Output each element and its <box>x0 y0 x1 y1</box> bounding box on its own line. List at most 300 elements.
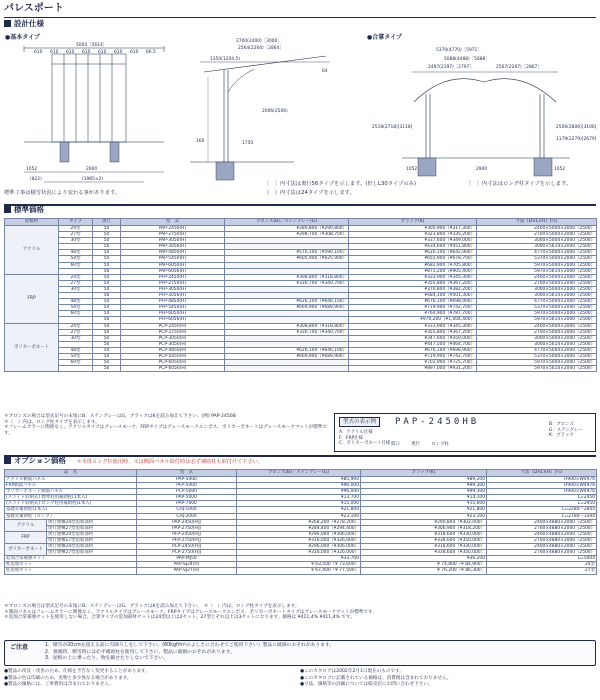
std-notes <box>4 414 334 437</box>
std-depth-cell: 56 <box>93 341 121 347</box>
std-model-cell: PAP-2750(H) <box>121 232 225 238</box>
opt-name-cell: アクリル側面パネル <box>5 477 137 483</box>
opt-size-cell: H900×W4976 <box>487 477 597 483</box>
std-size-cell: 3000×5614×2000（2500） <box>477 341 597 347</box>
std-black-price-cell: ¥655,900（¥678,700） <box>349 256 477 262</box>
std-type-cell: 24型 <box>59 274 93 280</box>
std-black-price-cell: ¥337,600（¥349,000） <box>349 238 477 244</box>
opt-size-cell: L=5004 <box>487 556 597 562</box>
basic-dim-pitch-5: 610 <box>98 50 107 55</box>
std-type-cell: 27型 <box>59 280 93 286</box>
std-depth-cell: 50 <box>93 238 121 244</box>
bottom-note-left-1: ●製品の改良・改善のため、仕様を予告なく変更することがあります。 <box>4 669 150 674</box>
basic-dim-end: 64 <box>322 69 328 74</box>
std-black-price-cell: ¥370,800（¥382,200） <box>349 286 477 292</box>
gassho-dim-half-left: 2497(2197)［2797］ <box>428 65 474 70</box>
opt-black-price-cell: ¥338,600（¥350,000） <box>361 550 487 556</box>
square-bullet-icon <box>4 20 11 27</box>
std-model-cell: PCP-3056(H) <box>121 341 225 347</box>
opt-size-cell: 2700×4880×2000（2500） <box>487 537 597 543</box>
opt-black-price-cell: ¥23,100 <box>361 513 487 519</box>
basic-type-label: ●基本タイプ <box>5 34 40 41</box>
std-size-cell: 4770×5004×2000（2500） <box>477 250 597 256</box>
std-depth-cell: 50 <box>93 256 121 262</box>
bottom-note-right-1: ●このカタログは2002年2月1日現在のものです。 <box>300 669 404 674</box>
std-size-cell: 2400×5004×2000（2500） <box>477 274 597 280</box>
opt-model-cell: PAP-5000 <box>137 477 237 483</box>
opt-size-cell: 2400×4880×2000（2500） <box>487 544 597 550</box>
opt-bronze-price-cell: ¥23,100 <box>237 513 361 519</box>
opt-size-cell: H900×W4976 <box>487 489 597 495</box>
opt-black-price-cell: ¥306,900（¥318,200） <box>361 525 487 531</box>
opt-name-cell: FRP側面パネル <box>5 483 137 489</box>
std-size-cell: 5970×5004×2000（2500） <box>477 360 597 366</box>
opt-name-cell: 奥行連棟27型追加部材 <box>47 537 137 543</box>
std-header-black: ブラック(K) <box>349 219 477 226</box>
opt-material-cell: FRP <box>5 531 47 543</box>
caution-line-3: 3．屋根の上に乗ったり、物を載せたりしないで下さい。 <box>45 656 168 662</box>
note-24-type: （ ）内寸法は24タイプを示します。 <box>264 190 355 196</box>
basic-dim-pitch-6: 610 <box>114 50 123 55</box>
bottom-note-right-2: ●このカタログに記載されている価格は、消費税は含まれておりません。 <box>300 675 452 681</box>
gassho-dim-height-2: 2506(2806)[3106] <box>556 125 596 130</box>
std-bronze-price-cell: ¥330,700（¥340,700） <box>225 280 349 286</box>
opt-name-cell: 基礎式補助柱(1本入) <box>5 507 137 513</box>
opt-bronze-price-cell: ¥15,000 <box>237 501 361 507</box>
opt-black-price-cell: ¥338,600（¥350,000） <box>361 537 487 543</box>
basic-dim-depth-roof: 2564(2264)［2864］ <box>238 46 284 51</box>
std-type-cell: 30型 <box>59 335 93 341</box>
std-black-price-cell: ¥719,900（¥742,700） <box>349 353 477 359</box>
opt-name-cell: 奥行連棟24型追加部材 <box>47 531 137 537</box>
std-black-price-cell: ¥333,900（¥345,300） <box>349 274 477 280</box>
opt-model-cell: PCP-2750(H)J <box>137 550 237 556</box>
std-depth-cell: 50 <box>93 360 121 366</box>
std-model-cell: PFP-3056(H) <box>121 293 225 299</box>
opt-name-cell: 柱追加セット <box>5 568 137 574</box>
std-size-cell: 3000×5004×2000（2500） <box>477 335 597 341</box>
std-depth-cell: 56 <box>93 366 121 372</box>
opt-bronze-price-cell: ¥ 63,500（¥ 73,600） <box>237 562 361 568</box>
std-bronze-price-cell: ¥669,900（¥689,900） <box>225 353 349 359</box>
opt-header-model: 型 式 <box>137 470 237 477</box>
opt-black-price-cell: ¥15,600 <box>361 501 487 507</box>
basic-dim-depth: 2700(2400)［3000］ <box>236 39 282 44</box>
std-depth-cell: 50 <box>93 353 121 359</box>
std-black-price-cell: ¥447,500（¥464,700） <box>349 341 477 347</box>
opt-table-body <box>5 477 597 575</box>
basic-dim-overhang: 66.5 <box>146 50 156 55</box>
opt-header-row <box>5 470 597 477</box>
model-example-code: PAP-2450HB <box>395 417 480 427</box>
std-depth-cell: 50 <box>93 250 121 256</box>
std-type-cell: 27型 <box>59 329 93 335</box>
opt-bronze-price-cell: ¥96,000 <box>237 489 361 495</box>
opt-size-cell: L=2784～3344 <box>487 513 597 519</box>
title-rule <box>4 17 596 18</box>
opt-name-cell: 追加合掌補強セット <box>5 556 137 562</box>
opt-black-price-cell: ¥318,600（¥330,000） <box>361 544 487 550</box>
gassho-dim-left: 1052 <box>406 167 418 172</box>
opt-black-price-cell: ¥ 74,800（¥ 84,900） <box>361 562 487 568</box>
std-model-cell: PFP-6056(H) <box>121 317 225 323</box>
std-size-cell: 3000×5614×2000（2500） <box>477 244 597 250</box>
std-black-price-cell: ¥719,900（¥742,700） <box>349 305 477 311</box>
std-bronze-price-cell: ¥298,700（¥308,700） <box>225 232 349 238</box>
std-bronze-price-cell: ¥330,700（¥340,700） <box>225 329 349 335</box>
opt-header-black: ブラック(K) <box>361 470 487 477</box>
opt-bronze-price-cell: ¥13,700 <box>237 495 361 501</box>
std-model-cell: PFP-2450(H) <box>121 274 225 280</box>
std-depth-cell: 50 <box>93 286 121 292</box>
opt-black-price-cell: ¥99,300 <box>361 483 487 489</box>
part-long-pillar: ロング柱 <box>431 442 449 447</box>
basic-dim-height: 2006(2506) <box>262 109 288 114</box>
basic-dim-pitch-7: 610 <box>130 50 139 55</box>
bottom-notes-left <box>4 669 150 689</box>
std-header-model: 型 式 <box>121 219 225 226</box>
bottom-note-right-3: ●寸法、価格等の詳細については販売店にお問い合わせ下さい。 <box>300 682 433 688</box>
std-depth-cell: 50 <box>93 274 121 280</box>
std-size-cell: 2700×5004×2000（2500） <box>477 232 597 238</box>
std-type-cell: 48型 <box>59 250 93 256</box>
opt-black-price-cell: ¥21,800 <box>361 507 487 513</box>
std-table-row <box>5 366 597 372</box>
std-size-cell: 5970×5614×2000（2500） <box>477 366 597 372</box>
bottom-note-left-2: ●製品の色は印刷のため、実物と多少異なる場合があります。 <box>4 675 132 681</box>
part-depth: 奥行 <box>411 442 420 447</box>
model-legend <box>339 430 390 447</box>
basic-type-diagram <box>4 32 334 192</box>
color-bronze: B：ブロンズ <box>549 422 574 427</box>
gassho-dim-half-right: 2567(2267)［2867］ <box>496 65 542 70</box>
opt-header-name: 品 名 <box>5 470 137 477</box>
color-stengray: G：ステングレー <box>549 427 583 433</box>
design-section-label: 設計仕様 <box>14 19 44 28</box>
std-header-bronze: ブロンズ(B)／ステングレー(G) <box>225 219 349 226</box>
std-material-cell: FRP <box>5 274 59 323</box>
std-type-cell <box>59 366 93 372</box>
basic-dim-depth-half: 1350(1204.5) <box>210 57 240 62</box>
standard-note: 標準工事は積雪状況により変わる事があります。 <box>4 190 121 196</box>
opt-name-cell: (スライド収納式) ロング柱用補助柱(1本入) <box>5 501 137 507</box>
gassho-dim-total: 5370(4770)［5971］ <box>436 48 482 53</box>
basic-dim-left: 1052 <box>26 167 38 172</box>
standard-price-table <box>4 218 597 372</box>
page-title: パレスポート <box>4 3 64 14</box>
opt-note-1: ＊ブロンズの場合は型式記号の末尾にB、ステングレーはG、ブラックはKを読み加えて下さい。 ＊（ ）内は、ロング柱タイプを表示します。 <box>4 604 300 609</box>
opt-model-cell: PAP-SJ24(H) <box>137 562 237 568</box>
std-black-price-cell: ¥355,800（¥367,200） <box>349 329 477 335</box>
color-black: K：ブラック <box>549 433 574 439</box>
opt-bronze-price-cell: ¥ 67,400（¥ 77,500） <box>237 568 361 574</box>
std-model-cell: PFP-6050(H) <box>121 311 225 317</box>
std-model-cell: PAP-6050(H) <box>121 262 225 268</box>
opt-model-cell: PFP-2450(H)J <box>137 531 237 537</box>
basic-dim-pitch-2: 610 <box>50 50 59 55</box>
square-bullet-icon <box>4 457 11 464</box>
gassho-dim-roof: 5088(4488)［5688］ <box>444 57 490 62</box>
model-code-example <box>334 413 596 452</box>
opt-size-cell: 2400×4880×2000（2500） <box>487 531 597 537</box>
std-model-cell: PFP-5450(H) <box>121 305 225 311</box>
opt-note-2: ＊側面パネルはフレームカラーに関係なく、アクリルタイプはグレースモーク、FRPタイプはグレースモークエンボス、ポリカーボネートタイプはグレースモークマットが標準です。 <box>4 609 377 615</box>
std-type-cell: 30型 <box>59 238 93 244</box>
std-table-body <box>5 226 597 372</box>
std-depth-cell: 50 <box>93 311 121 317</box>
std-bronze-price-cell: ¥280,800（¥290,800） <box>225 226 349 232</box>
std-note-3: ＊フレームカラーに関係なく、アクリルタイプはグレースモーク、FRPタイプはグレースモークエンボス、ポリカーボネートはグレースモークマットが標準です。 <box>4 425 327 437</box>
std-model-cell: PCP-5450(H) <box>121 353 225 359</box>
legend-acrylic: A：アクリル仕様 <box>339 430 373 435</box>
std-black-price-cell: ¥897,000（¥931,200） <box>349 366 477 372</box>
option-price-table <box>4 469 597 575</box>
std-type-cell: 54型 <box>59 353 93 359</box>
std-depth-cell: 50 <box>93 299 121 305</box>
std-header-row <box>5 219 597 226</box>
std-section-heading <box>4 206 44 215</box>
opt-bronze-price-cell: ¥268,200（¥278,200） <box>237 519 361 525</box>
note-long-depth: ［ ］内寸法は奥行56タイプを示します。(但しL30タイプのみ) <box>264 181 417 187</box>
caution-line-1: 1．積雪が20cmを超える前に雪降ろしをして下さい。(60kgf/m²のよしさに合わせてご使用下さい）製品に破損のおそれがあります。 <box>45 643 335 648</box>
std-model-cell: PCP-4850(H) <box>121 347 225 353</box>
std-type-cell: 24型 <box>59 323 93 329</box>
opt-model-cell: PAP-5000 <box>137 495 237 501</box>
opt-size-cell: 2400×4880×2000（2500） <box>487 519 597 525</box>
std-model-cell: PAP-2450(H) <box>121 226 225 232</box>
gassho-type-diagram <box>366 32 596 192</box>
std-type-cell: 27型 <box>59 232 93 238</box>
opt-notes <box>4 604 596 621</box>
opt-model-cell: PCP-2450(H)J <box>137 544 237 550</box>
std-black-price-cell: ¥333,900（¥345,300） <box>349 323 477 329</box>
opt-black-price-cell: ¥290,800（¥302,000） <box>361 519 487 525</box>
opt-size-cell: L=2450 <box>487 495 597 501</box>
std-size-cell: 5370×5004×2000（2500） <box>477 353 597 359</box>
std-size-cell: 5370×5004×2000（2500） <box>477 305 597 311</box>
basic-dim-left-sub: (822) <box>30 177 42 182</box>
part-width: 間口 <box>391 442 400 447</box>
std-size-cell: 4770×5004×2000（2500） <box>477 347 597 353</box>
gassho-dim-right: 1052 <box>554 167 566 172</box>
opt-black-price-cell: ¥99,300 <box>361 489 487 495</box>
basic-dim-width: 5004［5614］ <box>76 43 108 48</box>
std-material-cell: ポリカーボネート <box>5 323 59 372</box>
opt-black-price-cell: ¥14,100 <box>361 495 487 501</box>
basic-dim-base: 160 <box>196 139 205 144</box>
std-size-cell: 3000×5004×2000（2500） <box>477 286 597 292</box>
std-depth-cell: 56 <box>93 244 121 250</box>
std-black-price-cell: ¥970,200（¥1,004,400） <box>349 317 477 323</box>
std-black-price-cell: ¥676,100（¥698,900） <box>349 299 477 305</box>
opt-model-cell: PFP-5000 <box>137 483 237 489</box>
std-model-cell: PFP-2750(H) <box>121 280 225 286</box>
std-model-cell: PFP-4850(H) <box>121 299 225 305</box>
std-model-cell: PCP-2450(H) <box>121 323 225 329</box>
std-black-price-cell: ¥871,200（¥905,400） <box>349 268 477 274</box>
std-depth-cell: 50 <box>93 262 121 268</box>
opt-model-cell: CHJ-1000 <box>137 507 237 513</box>
opt-black-price-cell: ¥318,600（¥330,000） <box>361 531 487 537</box>
bottom-note-left-3: ●製品の価格には、工事費用は含まれておりません。 <box>4 682 114 688</box>
std-size-cell: 4770×5004×2000（2500） <box>477 299 597 305</box>
std-bronze-price-cell <box>225 366 349 372</box>
basic-dim-center: 2900 <box>86 167 98 172</box>
opt-name-cell: ポリカーボネート側面パネル <box>5 489 137 495</box>
opt-size-cell: 2700×4880×2000（2500） <box>487 550 597 556</box>
opt-table-row <box>5 568 597 574</box>
opt-model-cell: PFP-2750(H)J <box>137 537 237 543</box>
opt-model-cell: CHJ-2000 <box>137 513 237 519</box>
std-size-cell: 5370×5004×2000（2500） <box>477 256 597 262</box>
std-bronze-price-cell: ¥669,900（¥689,900） <box>225 305 349 311</box>
caution-box <box>4 640 596 666</box>
std-material-cell: アクリル <box>5 226 59 275</box>
model-parts <box>391 442 459 447</box>
basic-dim-pillar: 1750 <box>242 141 254 146</box>
std-depth-cell: 50 <box>93 232 121 238</box>
legend-frp: F：FRP仕様 <box>339 435 363 441</box>
opt-name-cell: 基礎式補助柱（ロング） <box>5 513 137 519</box>
opt-bronze-price-cell: ¥284,400（¥294,400） <box>237 525 361 531</box>
std-type-cell: 54型 <box>59 256 93 262</box>
opt-size-cell: 27型 <box>487 568 597 574</box>
std-size-cell: 5970×5004×2000（2500） <box>477 262 597 268</box>
std-black-price-cell: ¥676,100（¥698,900） <box>349 347 477 353</box>
opt-material-cell: アクリル <box>5 519 47 531</box>
std-note-1: ＊ブロンズの場合は型式記号の末尾にB、ステングレーはG、ブラックはKを読み加えて下さい。(例) PAP-2450B <box>4 414 236 419</box>
std-model-cell: PAP-4850(H) <box>121 250 225 256</box>
opt-name-cell: 柱追加セット <box>5 562 137 568</box>
std-depth-cell: 50 <box>93 305 121 311</box>
std-depth-cell: 50 <box>93 323 121 329</box>
opt-model-cell: PCP-5000 <box>137 489 237 495</box>
std-size-cell: 5970×5614×2000（2500） <box>477 268 597 274</box>
note-long-pillar: ［ ］内寸法はロング柱タイプを示します。 <box>466 181 572 187</box>
std-header-depth: 奥行 <box>93 219 121 226</box>
std-black-price-cell: ¥347,600（¥359,000） <box>349 335 477 341</box>
std-type-cell: 60型 <box>59 360 93 366</box>
std-depth-cell: 50 <box>93 347 121 353</box>
std-note-2: ＊（ ）内は、ロング柱タイプを表示します。 <box>4 419 100 425</box>
design-section-heading <box>4 20 44 29</box>
basic-dim-center-split: (1985×2) <box>82 177 104 182</box>
caution-line-2: 2．強風時、積雪時には必ず補助柱を使用して下さい。製品に破損のおそれがあります。 <box>45 649 235 655</box>
std-type-cell: 24型 <box>59 226 93 232</box>
option-section-title: オプション価格 <box>14 456 66 465</box>
std-size-cell: 5970×5614×2000（2500） <box>477 317 597 323</box>
std-black-price-cell: ¥764,900（¥787,700） <box>349 311 477 317</box>
opt-model-cell: PAP-SJ27(H) <box>137 568 237 574</box>
opt-name-cell: 奥行連棟24型追加部材 <box>47 544 137 550</box>
opt-material-cell: ポリカーボネート <box>5 544 47 556</box>
opt-black-price-cell: ¥36,200 <box>361 556 487 562</box>
opt-size-cell: 24型 <box>487 562 597 568</box>
std-type-cell: 30型 <box>59 286 93 292</box>
std-bronze-price-cell: ¥308,800（¥318,800） <box>225 274 349 280</box>
opt-model-cell: PAP-7000 <box>137 501 237 507</box>
bottom-notes-right <box>300 669 451 689</box>
opt-black-price-cell: ¥89,200 <box>361 477 487 483</box>
opt-header-size: 寸法（D×L×H）(％) <box>487 470 597 477</box>
std-section-title: 標準価格 <box>14 205 44 214</box>
option-warning: ＊本体ロング柱使用時、又は側面パネル取付時は必ず補助柱も取付けて下さい。 <box>76 459 264 465</box>
opt-name-cell: 奥行連棟27型追加部材 <box>47 525 137 531</box>
option-section-heading <box>4 457 263 466</box>
std-depth-cell: 50 <box>93 226 121 232</box>
square-bullet-icon <box>4 206 11 213</box>
opt-size-cell: H900×W4976 <box>487 483 597 489</box>
opt-note-3: ＊追加合掌補強セットを使用しない場合、合掌タイプの追加部材セットは24型以上は2セット、27型とそれ以上は3セットになります。価格は ¥411,4% ¥411,4% です。 <box>4 615 355 621</box>
opt-name-cell: (スライド収納式) 標準柱用補助柱(1本入) <box>5 495 137 501</box>
opt-bronze-price-cell: ¥296,000（¥306,000） <box>237 544 361 550</box>
std-size-cell: 3000×5614×2000（2500） <box>477 293 597 299</box>
std-model-cell: PAP-5450(H) <box>121 256 225 262</box>
opt-model-cell: PAP-2450(H)J <box>137 519 237 525</box>
basic-dim-pitch-3: 610 <box>66 50 75 55</box>
opt-bronze-price-cell: ¥33,700 <box>237 556 361 562</box>
std-model-cell: PCP-6056(H) <box>121 366 225 372</box>
std-black-price-cell: ¥620,100（¥642,900） <box>349 250 477 256</box>
std-model-cell: PFP-3050(H) <box>121 286 225 292</box>
std-size-cell: 2400×5004×2000（2500） <box>477 226 597 232</box>
std-model-cell: PAP-3056(H) <box>121 244 225 250</box>
std-bronze-price-cell: ¥626,100（¥646,100） <box>225 347 349 353</box>
std-size-cell: 3000×5004×2000（2500） <box>477 238 597 244</box>
std-model-cell: PCP-6050(H) <box>121 360 225 366</box>
std-section-rule <box>4 204 596 206</box>
opt-bronze-price-cell: ¥96,000 <box>237 483 361 489</box>
std-bronze-price-cell: ¥605,900（¥625,900） <box>225 256 349 262</box>
model-color-legend <box>549 422 583 439</box>
opt-name-cell: 奥行連棟27型追加部材 <box>47 550 137 556</box>
std-type-cell: 48型 <box>59 347 93 353</box>
std-size-cell: 5970×5004×2000（2500） <box>477 311 597 317</box>
std-model-cell: PAP-3050(H) <box>121 238 225 244</box>
gassho-dim-height-3: 1179(2279)[2679] <box>556 137 596 142</box>
std-black-price-cell: ¥355,800（¥367,200） <box>349 280 477 286</box>
std-bronze-price-cell: ¥626,100（¥646,100） <box>225 299 349 305</box>
std-type-cell: 48型 <box>59 299 93 305</box>
std-depth-cell: 50 <box>93 329 121 335</box>
basic-dim-pitch-4: 610 <box>82 50 91 55</box>
std-size-cell: 2400×5004×2000（2500） <box>477 323 597 329</box>
std-depth-cell: 50 <box>93 335 121 341</box>
opt-bronze-price-cell: ¥85,900 <box>237 477 361 483</box>
std-black-price-cell: ¥682,900（¥705,800） <box>349 262 477 268</box>
gassho-dim-center: 2900 <box>476 167 488 172</box>
caution-label: ご注意 <box>10 644 29 651</box>
opt-bronze-price-cell: ¥316,000（¥326,000） <box>237 537 361 543</box>
std-model-cell: PCP-3050(H) <box>121 335 225 341</box>
std-black-price-cell: ¥305,900（¥317,300） <box>349 226 477 232</box>
std-black-price-cell: ¥702,900（¥725,700） <box>349 360 477 366</box>
opt-black-price-cell: ¥ 76,200（¥ 86,300） <box>361 568 487 574</box>
opt-size-cell: L=2284～2844 <box>487 507 597 513</box>
std-depth-cell: 50 <box>93 280 121 286</box>
std-black-price-cell: ¥434,600（¥451,800） <box>349 244 477 250</box>
opt-size-cell: 2700×4880×2000（2500） <box>487 525 597 531</box>
std-model-cell: PCP-2750(H) <box>121 329 225 335</box>
std-type-cell: 54型 <box>59 305 93 311</box>
std-header-size: 寸法（D×L×H）(％) <box>477 219 597 226</box>
std-bronze-price-cell: ¥308,800（¥318,800） <box>225 323 349 329</box>
opt-header-bronze: ブロンズ(B)／ステングレー(G) <box>237 470 361 477</box>
opt-bronze-price-cell: ¥316,000（¥326,000） <box>237 550 361 556</box>
std-size-cell: 2700×5004×2000（2500） <box>477 329 597 335</box>
opt-bronze-price-cell: ¥296,000（¥306,000） <box>237 531 361 537</box>
std-model-cell: PAP-6056(H) <box>121 268 225 274</box>
